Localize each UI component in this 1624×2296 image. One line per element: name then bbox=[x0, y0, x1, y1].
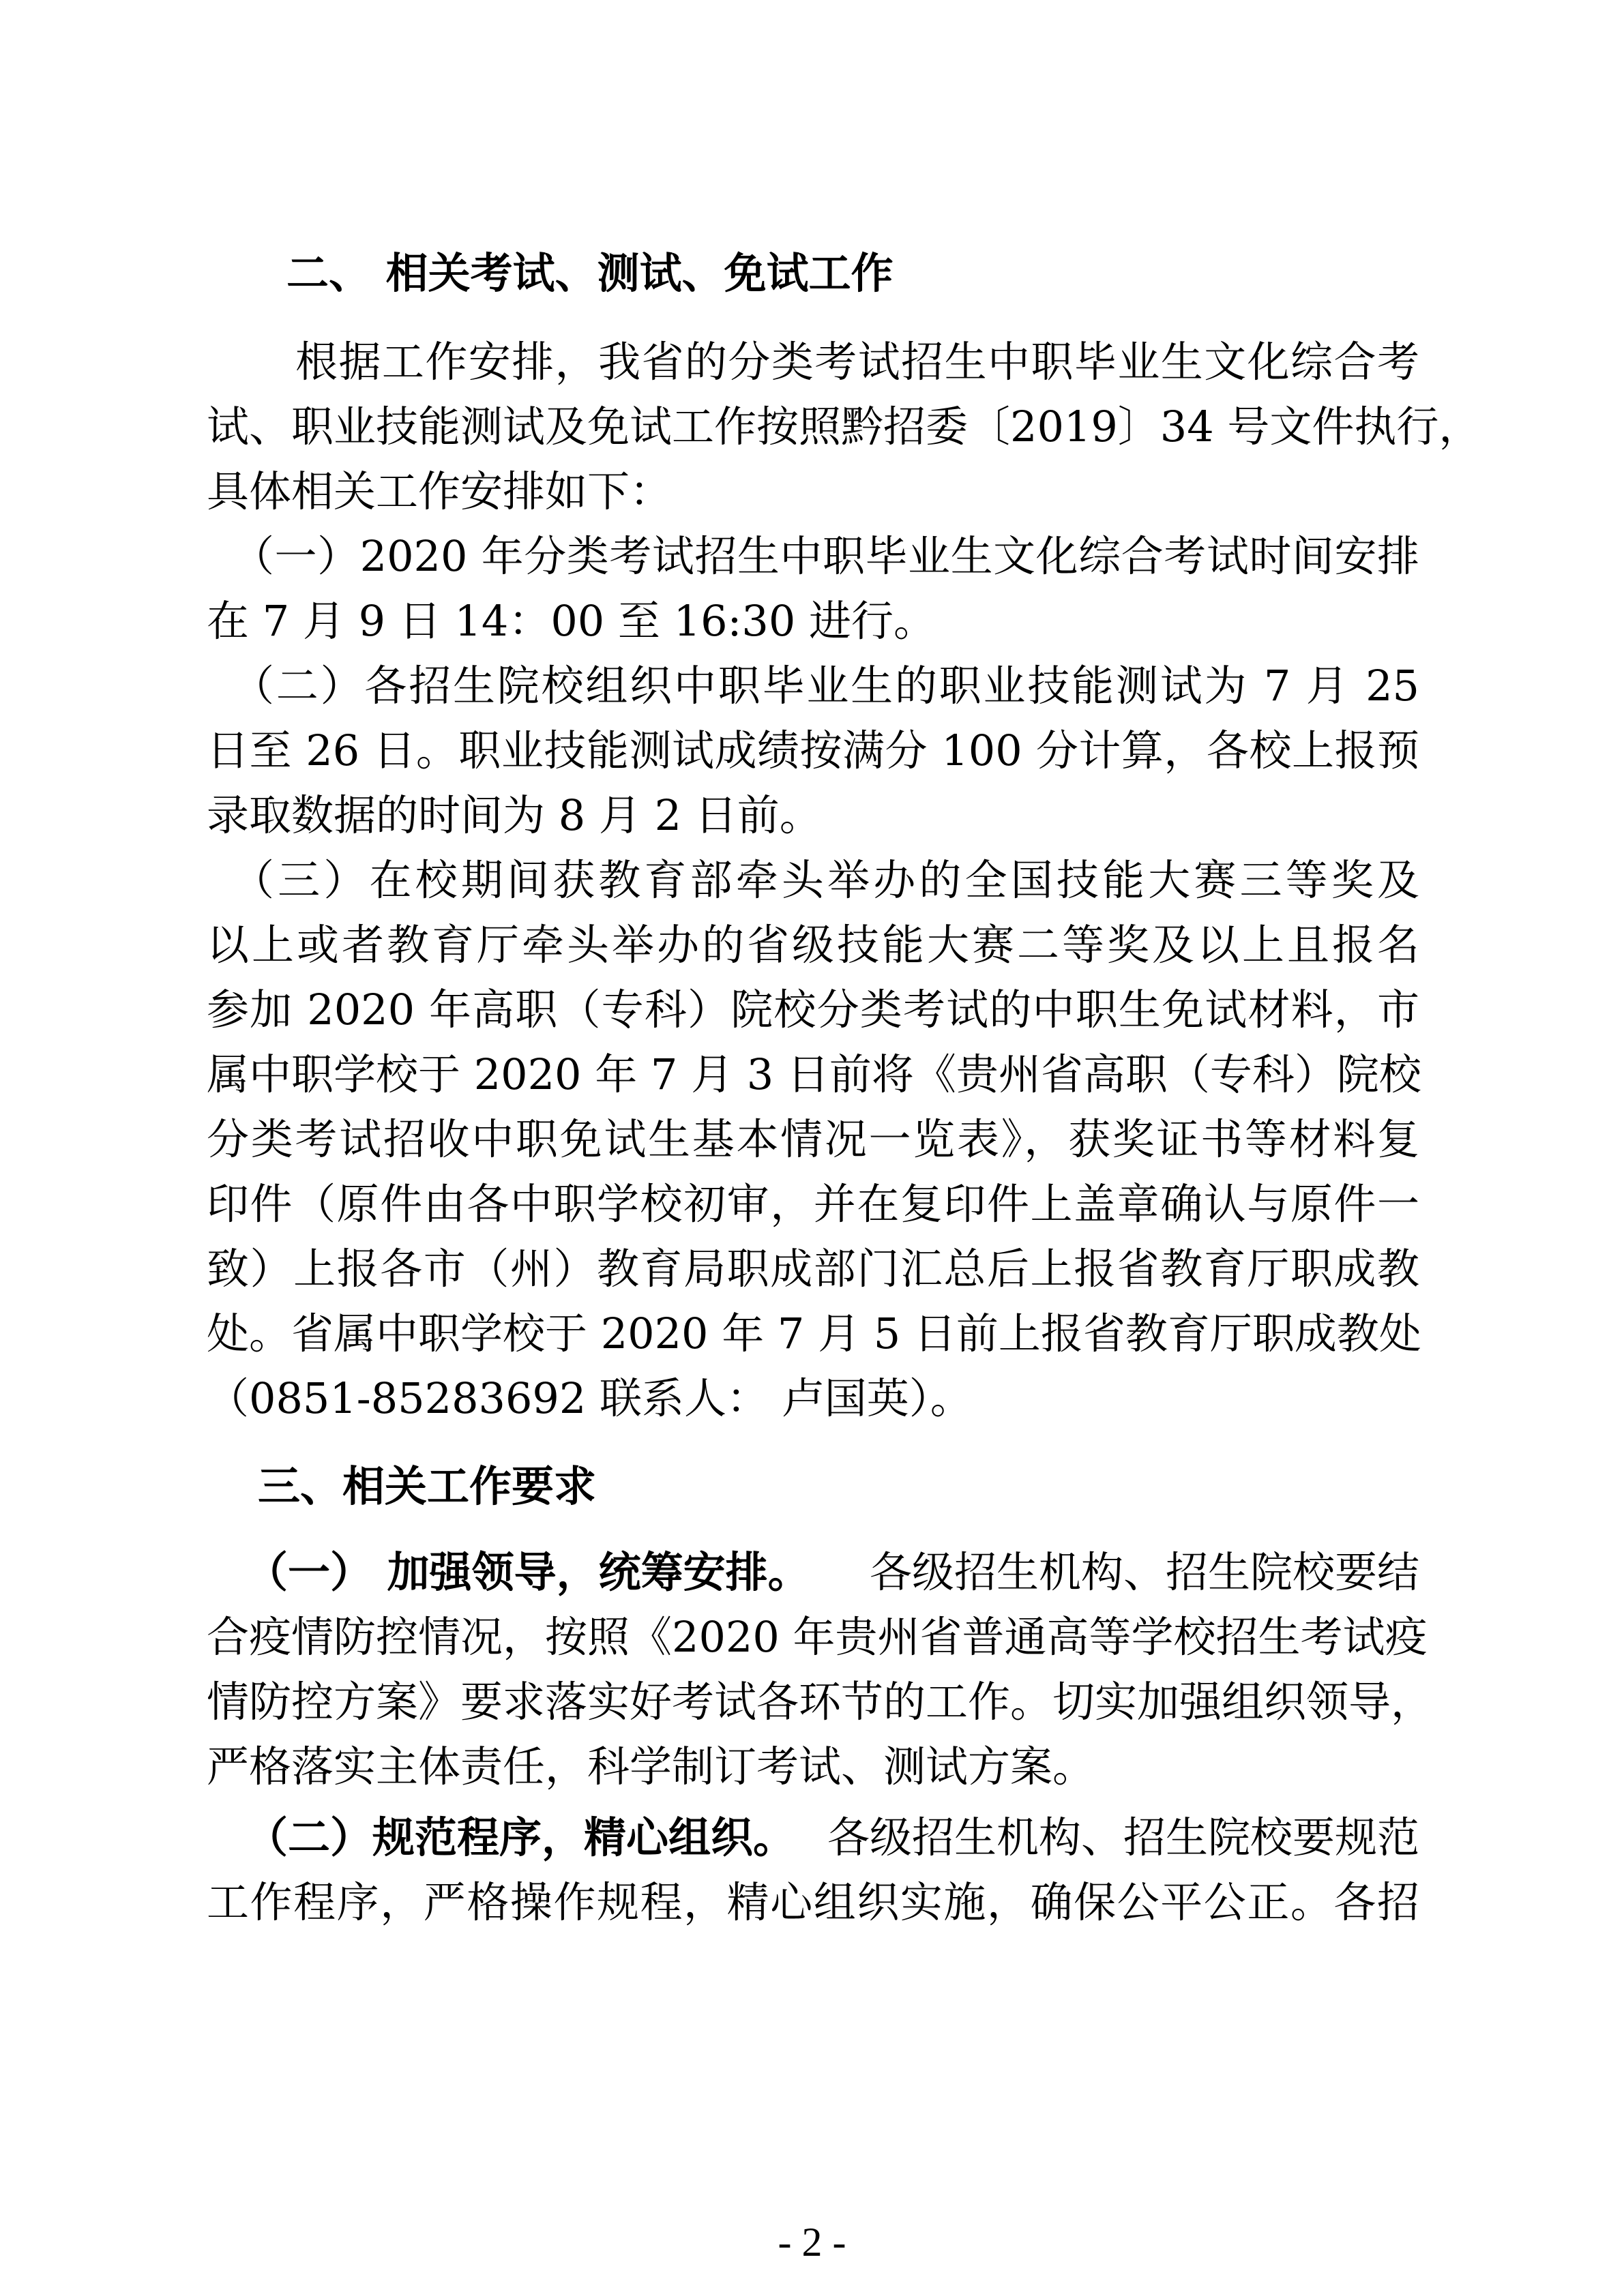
section-heading-3: 三、相关工作要求 bbox=[258, 1461, 597, 1511]
body-line: 分类考试招收中职免试生基本情况一览表》，获奖证书等材料复 bbox=[207, 1114, 1419, 1164]
para-2-lead: （二）规范程序，精心组织。 bbox=[246, 1813, 796, 1862]
body-line: 参加 2020 年高职（专科）院校分类考试的中职生免试材料，市 bbox=[207, 985, 1419, 1034]
body-line: （0851-85283692 联系人： 卢国英）。 bbox=[207, 1373, 973, 1423]
body-line: （一）2020 年分类考试招生中职毕业生文化综合考试时间安排 bbox=[232, 531, 1419, 581]
page-number: - 2 - bbox=[778, 2220, 846, 2265]
body-line: 日至 26 日。职业技能测试成绩按满分 100 分计算，各校上报预 bbox=[207, 726, 1419, 775]
body-line: 根据工作安排，我省的分类考试招生中职毕业生文化综合考 bbox=[295, 337, 1419, 387]
body-line: （三）在校期间获教育部牵头举办的全国技能大赛三等奖及 bbox=[232, 855, 1419, 905]
body-line: 在 7 月 9 日 14：00 至 16:30 进行。 bbox=[207, 596, 936, 646]
para-2-first-line bbox=[246, 1810, 1419, 1865]
body-line: 致）上报各市（州）教育局职成部门汇总后上报省教育厅职成教 bbox=[207, 1244, 1419, 1294]
body-line: （二）各招生院校组织中职毕业生的职业技能测试为 7 月 25 bbox=[232, 661, 1419, 711]
body-line: 合疫情防控情况，按照《2020 年贵州省普通高等学校招生考试疫 bbox=[207, 1612, 1428, 1662]
section-heading-2: 二、 相关考试、测试、免试工作 bbox=[286, 248, 894, 298]
body-line: 工作程序，严格操作规程，精心组织实施，确保公平公正。各招 bbox=[207, 1877, 1419, 1927]
body-line: 处。省属中职学校于 2020 年 7 月 5 日前上报省教育厅职成教处 bbox=[207, 1309, 1421, 1358]
body-line: 印件（原件由各中职学校初审，并在复印件上盖章确认与原件一 bbox=[207, 1179, 1419, 1229]
body-line: 情防控方案》要求落实好考试各环节的工作。切实加强组织领导， bbox=[207, 1677, 1434, 1727]
body-line: 属中职学校于 2020 年 7 月 3 日前将《贵州省高职（专科）院校 bbox=[207, 1049, 1421, 1099]
body-line: 录取数据的时间为 8 月 2 日前。 bbox=[207, 790, 822, 840]
para-1-first-line bbox=[246, 1545, 1419, 1600]
body-line: 各级招生机构、招生院校要规范 bbox=[827, 1813, 1419, 1862]
body-line: 各级招生机构、招生院校要结 bbox=[869, 1547, 1419, 1597]
body-line: 以上或者教育厅牵头举办的省级技能大赛二等奖及以上且报名 bbox=[207, 920, 1419, 970]
body-line: 严格落实主体责任，科学制订考试、测试方案。 bbox=[207, 1742, 1095, 1791]
para-1-lead: （一） 加强领导，统筹安排。 bbox=[246, 1547, 810, 1597]
body-line: 试、职业技能测试及免试工作按照黔招委〔2019〕34 号文件执行， bbox=[207, 402, 1481, 451]
body-line: 具体相关工作安排如下： bbox=[207, 466, 673, 516]
